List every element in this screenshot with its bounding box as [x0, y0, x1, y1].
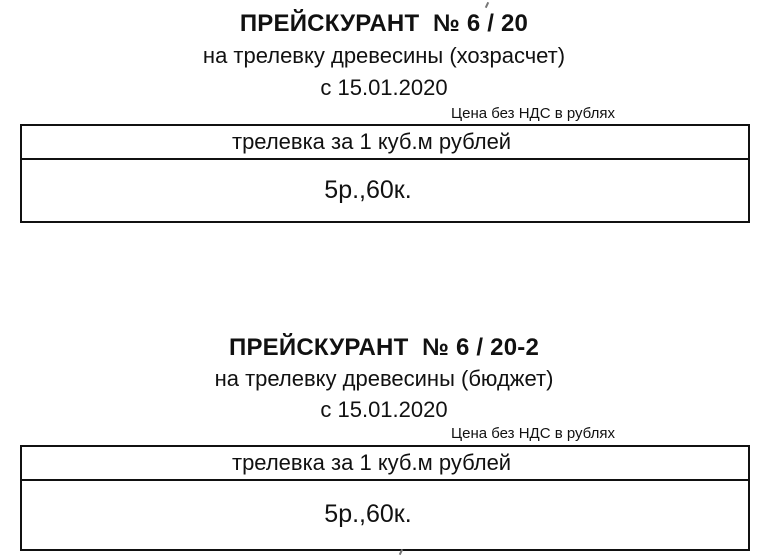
price-list-1-title: ПРЕЙСКУРАНТ № 6 / 20: [239, 10, 529, 37]
scan-mark: [399, 549, 403, 555]
price-list-1-note: Цена без НДС в рублях: [451, 105, 615, 122]
price-list-2-title: ПРЕЙСКУРАНТ № 6 / 20-2: [229, 334, 539, 361]
price-list-1-subtitle: на трелевку древесины (хозрасчет): [202, 43, 566, 68]
price-list-2-header: трелевка за 1 куб.м рублей: [22, 447, 748, 481]
price-list-2-subtitle: на трелевку древесины (бюджет): [214, 366, 554, 391]
price-list-1-table: [20, 124, 750, 223]
price-list-2-table: [20, 445, 750, 551]
price-list-1-date: с 15.01.2020: [320, 75, 448, 100]
price-list-2-note: Цена без НДС в рублях: [451, 425, 615, 442]
scan-mark: [485, 2, 489, 8]
price-list-1-value: 5р.,60к.: [324, 176, 412, 204]
price-list-2-value: 5р.,60к.: [324, 500, 412, 528]
price-list-2-date: с 15.01.2020: [320, 397, 448, 422]
price-list-1-header: трелевка за 1 куб.м рублей: [22, 126, 748, 160]
